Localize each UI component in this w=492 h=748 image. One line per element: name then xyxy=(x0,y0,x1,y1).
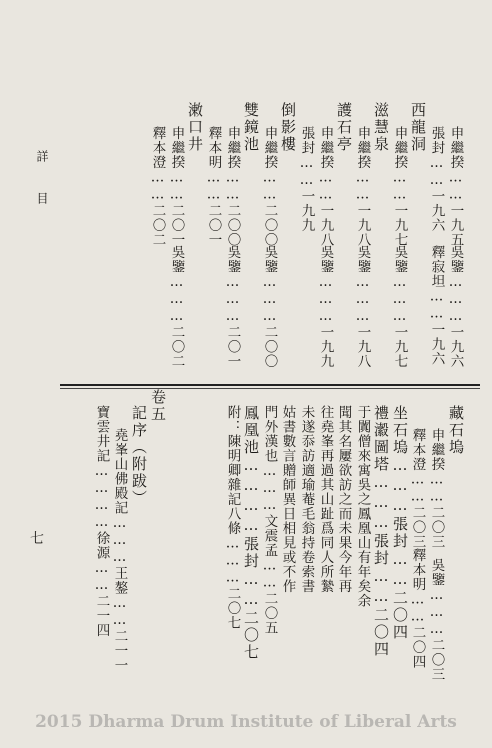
page-number: 七 xyxy=(30,531,44,547)
toc-entry: 張封……一九九 xyxy=(298,126,315,233)
toc-entry: 張封……一九六 xyxy=(428,126,445,233)
toc-entry: 門外漢也………文震孟……二〇五 xyxy=(261,405,278,635)
toc-entry: 吳鑒………二〇二 xyxy=(168,245,185,369)
toc-heading: 藏石塢 xyxy=(447,405,465,456)
toc-heading: 記序（附跋） xyxy=(130,405,148,507)
toc-entry: 聞其名屢欲訪之而未果今年再 xyxy=(335,405,352,594)
toc-entry: 釋本澄……二〇二 xyxy=(149,126,166,247)
toc-entry: 吳鑒………一九八 xyxy=(354,245,371,369)
toc-entry: 往堯峯再過其山趾爲同人所縶 xyxy=(317,405,334,594)
toc-entry: 申繼揆……二〇三 xyxy=(428,428,445,549)
toc-entry: 于闐僧來寓吳之鳳凰山有年矣余 xyxy=(354,405,371,608)
toc-entry: 吳鑒………一九七 xyxy=(391,245,408,369)
toc-entry: 申繼揆……一九八 xyxy=(317,126,334,247)
toc-heading: 倒影樓 xyxy=(279,102,297,153)
toc-entry: 申繼揆……一九七 xyxy=(391,126,408,247)
section-divider xyxy=(60,384,480,386)
toc-entry: 申繼揆……二〇〇 xyxy=(261,126,278,247)
toc-heading: 鳳凰池…………張封……二〇七 xyxy=(242,405,260,661)
toc-entry: 寶雲井記…………徐源……二一四 xyxy=(93,405,110,638)
toc-heading: 滋慧泉 xyxy=(372,102,390,153)
toc-entry: 吳鑒………一九六 xyxy=(447,245,464,369)
toc-entry: 堯峯山佛殿記………王鏊……二一一 xyxy=(111,428,128,673)
running-head: 詳目 xyxy=(35,150,49,234)
toc-heading: 雙鏡池 xyxy=(242,102,260,153)
toc-entry: 吳鑒………二〇三 xyxy=(428,558,445,682)
toc-entry: 申繼揆……一九八 xyxy=(354,126,371,247)
toc-entry: 姑書數言贈師異日相見或不作 xyxy=(279,405,296,594)
toc-entry: 吳鑒………一九九 xyxy=(317,245,334,369)
toc-heading: 護石亭 xyxy=(335,102,353,153)
toc-entry: 未遂忝訪適瑜菴毛翁持卷索書 xyxy=(298,405,315,594)
toc-entry: 釋寂坦……一九六 xyxy=(428,245,445,366)
toc-entry: 申繼揆……一九五 xyxy=(447,126,464,247)
toc-entry: 附：陳明卿雜記八條………二〇七 xyxy=(224,405,241,630)
toc-entry: 釋本澄……二〇三 xyxy=(409,428,426,549)
toc-entry: 申繼揆……二〇〇 xyxy=(224,126,241,247)
toc-entry: 釋本明……二〇一 xyxy=(205,126,222,247)
watermark: 2015 Dharma Drum Institute of Liberal Arts xyxy=(35,712,457,732)
toc-entry: 吳鑒………二〇一 xyxy=(224,245,241,369)
toc-entry: 吳鑒………二〇〇 xyxy=(261,245,278,369)
toc-heading: 卷五 xyxy=(149,389,167,423)
toc-entry: 釋本明……二〇四 xyxy=(409,548,426,669)
toc-heading: 禮瀫圖塔………張封……二〇四 xyxy=(372,405,390,658)
toc-heading: 潄口井 xyxy=(186,102,204,153)
toc-heading: 坐石塢………張封……二〇四 xyxy=(391,405,409,641)
toc-heading: 西龍洞 xyxy=(409,102,427,153)
section-divider-thin xyxy=(60,388,480,389)
toc-entry: 申繼揆……二〇一 xyxy=(168,126,185,247)
